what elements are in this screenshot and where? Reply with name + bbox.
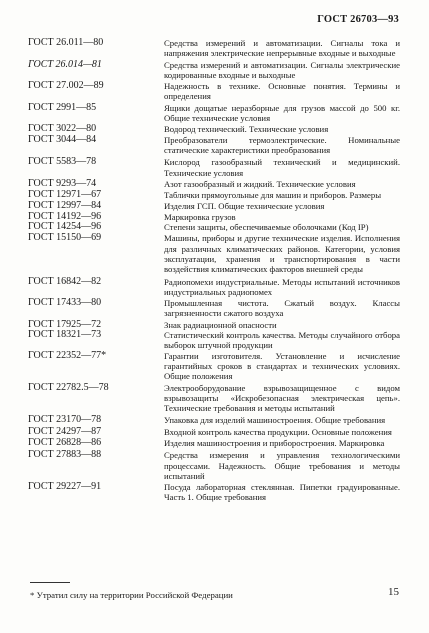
standard-code: ГОСТ 29227—91: [28, 481, 102, 493]
standard-title: Упаковка для изделий машиностроения. Общие требования: [164, 415, 386, 426]
standard-title: Электрооборудование взрывозащищенное с видом взрывозащиты «Искробезопасная электрическая цепь». Технические требования и методы испытаний: [164, 382, 400, 414]
standard-code: ГОСТ 12971—67: [28, 189, 102, 201]
standard-title: Азот газообразный и жидкий. Технические условия: [164, 178, 356, 189]
standard-title: Таблички прямоугольные для машин и приборов. Размеры: [164, 190, 382, 201]
standard-title: Машины, приборы и другие технические изделия. Исполнения для различных климатических районов. Категории, условия эксплуатации, хранения и транспортирования в части воздействия климатических факторов внешней среды: [164, 233, 400, 275]
standard-title: Средства измерений и автоматизации. Сигналы электрические кодированные входные и выходные: [164, 59, 400, 80]
standard-title: Знак радиационной опасности: [164, 319, 277, 330]
table-row: [28, 450, 400, 481]
table-row: [28, 157, 400, 178]
standard-code: ГОСТ 27.002—89: [28, 80, 104, 92]
standard-title: Водород технический. Технические условия: [164, 124, 329, 135]
standard-code: ГОСТ 3022—80: [28, 123, 97, 135]
table-row: [28, 81, 400, 102]
standard-code: ГОСТ 22782.5—78: [28, 381, 109, 393]
table-row: [28, 427, 400, 437]
standard-code: ГОСТ 2991—85: [28, 101, 97, 113]
standard-code: ГОСТ 26.011—80: [28, 37, 104, 48]
standard-title: Кислород газообразный технический и медицинский. Технические условия: [164, 157, 400, 178]
standard-code: ГОСТ 12997—84: [28, 200, 102, 212]
standard-code: ГОСТ 24297—87: [28, 425, 102, 437]
standard-code: ГОСТ 15150—69: [28, 232, 102, 244]
standard-code: ГОСТ 22352—77*: [28, 349, 107, 361]
references-table: [28, 38, 400, 503]
table-row: [28, 383, 400, 414]
standard-code: ГОСТ 3044—84: [28, 133, 97, 145]
standard-title: Посуда лабораторная стеклянная. Пипетки градуированные. Часть 1. Общие требования: [164, 482, 400, 503]
standard-code: ГОСТ 14192—96: [28, 210, 102, 222]
standard-title: Надежность в технике. Основные понятия. Термины и определения: [164, 81, 400, 102]
table-row: [28, 233, 400, 274]
standard-title: Ящики дощатые неразборные для грузов массой до 500 кг. Общие технические условия: [164, 102, 400, 124]
table-row: [28, 330, 400, 351]
standard-code: ГОСТ 14254—96: [28, 221, 102, 233]
standard-title: Средства измерений и автоматизации. Сигналы тока и напряжения электрические непрерывные входные и выходные: [164, 38, 400, 59]
table-row: [28, 179, 400, 189]
standard-title: Маркировка грузов: [164, 211, 236, 222]
table-row: [28, 103, 400, 124]
table-row: [28, 38, 400, 59]
standard-title: Статистический контроль качества. Методы случайного отбора выборок штучной продукции: [164, 330, 400, 351]
table-row: [28, 190, 400, 200]
standard-title: Изделия машиностроения и приборостроения. Маркировка: [164, 437, 385, 448]
page-number: 15: [388, 586, 399, 598]
standard-title: Преобразователи термоэлектрические. Номинальные статические характеристики преобразования: [164, 134, 400, 155]
standard-code: ГОСТ 5583—78: [28, 156, 97, 168]
standard-code: ГОСТ 27883—88: [28, 449, 102, 461]
table-row: [28, 438, 400, 448]
table-row: [28, 351, 400, 382]
standard-title: Изделия ГСП. Общие технические условия: [164, 201, 325, 212]
standard-code: ГОСТ 9293—74: [28, 177, 97, 189]
standard-code: ГОСТ 23170—78: [28, 414, 102, 426]
standard-title: Промышленная чистота. Сжатый воздух. Классы загрязненности сжатого воздуха: [164, 298, 400, 319]
standard-title: Степени защиты, обеспечиваемые оболочками (Код IP): [164, 222, 369, 233]
standard-code: ГОСТ 18321—73: [28, 329, 102, 341]
table-row: [28, 415, 400, 425]
standard-title: Входной контроль качества продукции. Основные положения: [164, 426, 392, 437]
table-row: [28, 298, 400, 319]
table-row: [28, 277, 400, 298]
standard-code: ГОСТ 17433—80: [28, 297, 102, 309]
standard-title: Гарантии изготовителя. Установление и исчисление гарантийных сроков в стандартах и технических условиях. Общие положения: [164, 350, 400, 382]
standard-title: Средства измерения и управления технологическими процессами. Надежность. Общие требования и методы испытаний: [164, 450, 400, 481]
table-row: [28, 482, 400, 503]
table-row: [28, 60, 400, 81]
page-header: ГОСТ 26703—93: [317, 14, 399, 25]
standard-title: Радиопомехи индустриальные. Методы испытаний источников индустриальных радиопомех: [164, 276, 400, 297]
standard-code: ГОСТ 16842—82: [28, 275, 102, 287]
footnote: * Утратил силу на территории Российской Федерации: [30, 590, 233, 600]
standard-code: ГОСТ 26828—86: [28, 436, 102, 448]
footnote-separator: [30, 582, 70, 583]
table-row: [28, 222, 400, 232]
table-row: [28, 135, 400, 156]
standard-code: ГОСТ 17925—72: [28, 318, 102, 330]
standard-code: ГОСТ 26.014—81: [28, 58, 102, 70]
